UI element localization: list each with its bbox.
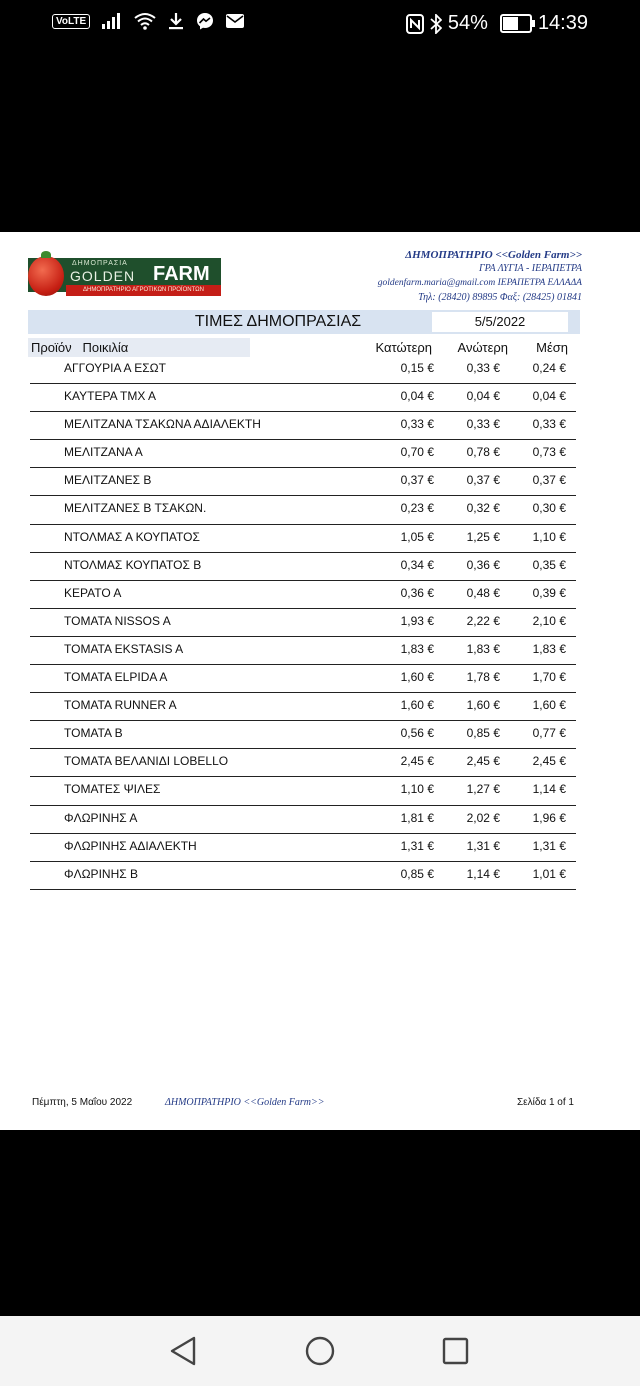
- price-low: 1,83 €: [400, 641, 434, 656]
- price-avg: 1,70 €: [532, 670, 566, 685]
- column-high: Ανώτερη: [457, 340, 508, 355]
- company-email: goldenfarm.maria@gmail.com ΙΕΡΑΠΕΤΡΑ ΕΛΛΑΔΑ: [377, 278, 582, 288]
- price-high: 0,33 €: [466, 361, 500, 375]
- product-name: ΚΑΥΤΕΡΑ ΤΜΧ Α: [64, 389, 157, 404]
- price-high: 0,78 €: [466, 445, 500, 460]
- product-name: ΦΛΩΡΙΝΗΣ Α: [64, 810, 138, 825]
- tomato-icon: [28, 256, 64, 296]
- price-high: 0,36 €: [466, 557, 500, 572]
- price-low: 0,85 €: [400, 866, 434, 881]
- column-product: Προϊόν: [31, 340, 72, 355]
- table-row: [30, 412, 576, 440]
- company-name: ΔΗΜΟΠΡΑΤΗΡΙΟ <<Golden Farm>>: [405, 249, 582, 261]
- price-high: 1,60 €: [466, 698, 500, 713]
- table-row: [30, 581, 576, 609]
- price-low: 0,36 €: [400, 585, 434, 600]
- price-low: 0,37 €: [400, 473, 434, 488]
- nfc-icon: [406, 14, 424, 34]
- table-row: [30, 749, 576, 777]
- price-avg: 0,33 €: [532, 417, 566, 432]
- price-low: 0,23 €: [400, 501, 434, 516]
- product-name: ΤΟΜΑΤΑ EKSTASIS A: [64, 641, 184, 656]
- table-row: [30, 440, 576, 468]
- page-title: ΤΙΜΕΣ ΔΗΜΟΠΡΑΣΙΑΣ: [194, 313, 362, 330]
- table-row: [30, 496, 576, 524]
- price-avg: 2,10 €: [532, 613, 566, 628]
- price-table: [30, 356, 576, 890]
- footer-page-number: Σελίδα 1 of 1: [516, 1097, 574, 1108]
- table-row: [30, 806, 576, 834]
- golden-farm-logo: ΔΗΜΟΠΡΑΣΙΑ GOLDEN FARM ΔΗΜΟΠΡΑΤΗΡΙΟ ΑΓΡΟΤΙΚΩΝ ΠΡΟΪΟΝΤΩΝ: [28, 258, 221, 298]
- column-variety: Ποικιλία: [82, 340, 129, 355]
- wifi-icon: [134, 12, 156, 30]
- price-low: 1,60 €: [400, 670, 434, 685]
- table-row: [30, 609, 576, 637]
- price-low: 0,34 €: [400, 557, 434, 572]
- price-low: 1,93 €: [400, 613, 434, 628]
- table-row: [30, 525, 576, 553]
- price-high: 1,31 €: [466, 838, 500, 853]
- table-row: [30, 862, 576, 890]
- document-page: [0, 232, 640, 1130]
- price-high: 0,04 €: [466, 389, 500, 404]
- price-high: 1,14 €: [466, 866, 500, 881]
- table-row: [30, 834, 576, 862]
- column-low: Κατώτερη: [375, 340, 432, 355]
- price-high: 0,48 €: [466, 585, 500, 600]
- price-low: 1,10 €: [400, 782, 434, 797]
- price-high: 2,02 €: [466, 810, 500, 825]
- price-high: 0,32 €: [466, 501, 500, 516]
- product-name: ΜΕΛΙΤΖΑΝΑ Α: [64, 445, 143, 460]
- price-high: 1,27 €: [466, 782, 500, 797]
- status-right-icons: [406, 12, 588, 35]
- product-name: ΜΕΛΙΤΖΑΝΑ ΤΣΑΚΩΝΑ ΑΔΙΑΛΕΚΤΗ: [64, 417, 261, 432]
- footer-company: ΔΗΜΟΠΡΑΤΗΡΙΟ <<Golden Farm>>: [165, 1097, 325, 1108]
- battery-icon: [500, 14, 532, 33]
- table-row: [30, 665, 576, 693]
- product-name: ΚΕΡΑΤΟ Α: [64, 585, 122, 600]
- price-avg: 0,37 €: [532, 473, 566, 488]
- price-avg: 0,35 €: [532, 557, 566, 572]
- price-avg: 1,96 €: [532, 810, 566, 825]
- price-low: 0,70 €: [400, 445, 434, 460]
- price-avg: 0,04 €: [532, 389, 566, 404]
- company-address: ΓΡΑ ΛΥΓΙΑ - ΙΕΡΑΠΕΤΡΑ: [478, 263, 582, 274]
- price-high: 1,78 €: [466, 670, 500, 685]
- product-name: ΑΓΓΟΥΡΙΑ Α ΕΣΩΤ: [64, 361, 166, 375]
- price-avg: 1,31 €: [532, 838, 566, 853]
- price-high: 1,83 €: [466, 641, 500, 656]
- price-high: 2,45 €: [466, 754, 500, 769]
- recent-apps-icon[interactable]: [435, 1334, 475, 1368]
- price-avg: 1,10 €: [532, 529, 566, 544]
- price-low: 1,05 €: [400, 529, 434, 544]
- price-low: 0,56 €: [400, 726, 434, 741]
- auction-date: 5/5/2022: [432, 312, 568, 332]
- price-high: 1,25 €: [466, 529, 500, 544]
- table-row: [30, 384, 576, 412]
- product-name: ΝΤΟΛΜΑΣ ΚΟΥΠΑΤΟΣ Β: [64, 557, 202, 572]
- price-low: 1,60 €: [400, 698, 434, 713]
- status-left-icons: [52, 12, 244, 30]
- navigation-bar: [0, 1316, 640, 1386]
- download-icon: [168, 12, 184, 30]
- product-name: ΤΟΜΑΤΑ ΒΕΛΑΝΙΔΙ LOBELLO: [64, 754, 229, 769]
- price-avg: 0,24 €: [532, 361, 566, 375]
- price-high: 2,22 €: [466, 613, 500, 628]
- product-name: ΜΕΛΙΤΖΑΝΕΣ Β: [64, 473, 152, 488]
- company-phone: Τηλ: (28420) 89895 Φαξ: (28425) 01841: [418, 292, 582, 303]
- product-name: ΤΟΜΑΤΑ ELPIDA A: [64, 670, 168, 685]
- price-avg: 0,30 €: [532, 501, 566, 516]
- price-low: 1,31 €: [400, 838, 434, 853]
- price-avg: 1,01 €: [532, 866, 566, 881]
- price-avg: 1,83 €: [532, 641, 566, 656]
- signal-icon: [102, 13, 122, 29]
- price-high: 0,33 €: [466, 417, 500, 432]
- product-name: ΤΟΜΑΤΑ Β: [64, 726, 123, 741]
- table-row: [30, 777, 576, 805]
- price-avg: 2,45 €: [532, 754, 566, 769]
- product-name: ΤΟΜΑΤΕΣ ΨΙΛΕΣ: [64, 782, 161, 797]
- product-name: ΝΤΟΛΜΑΣ Α ΚΟΥΠΑΤΟΣ: [64, 529, 200, 544]
- product-name: ΤΟΜΑΤΑ NISSOS A: [64, 613, 171, 628]
- price-high: 0,37 €: [466, 473, 500, 488]
- price-high: 0,85 €: [466, 726, 500, 741]
- product-name: ΦΛΩΡΙΝΗΣ Β: [64, 866, 138, 881]
- messenger-icon: [196, 12, 214, 30]
- clock: 14:39: [537, 12, 588, 34]
- volte-badge: VoLTE: [52, 14, 90, 29]
- price-low: 0,33 €: [400, 417, 434, 432]
- status-bar: [0, 0, 640, 48]
- price-avg: 1,60 €: [532, 698, 566, 713]
- price-low: 0,15 €: [400, 361, 434, 375]
- price-low: 1,81 €: [400, 810, 434, 825]
- back-icon[interactable]: [164, 1334, 204, 1368]
- table-row: [30, 356, 576, 384]
- mail-icon: [226, 14, 244, 28]
- bluetooth-icon: [430, 14, 442, 34]
- price-low: 2,45 €: [400, 754, 434, 769]
- table-header: [28, 338, 580, 357]
- contact-info: [378, 248, 582, 305]
- footer-date: Πέμπτη, 5 Μαΐου 2022: [32, 1097, 133, 1108]
- price-avg: 0,73 €: [532, 445, 566, 460]
- price-avg: 1,14 €: [532, 782, 566, 797]
- column-avg: Μέση: [536, 340, 568, 355]
- home-icon[interactable]: [300, 1334, 340, 1368]
- battery-percent: 54%: [447, 12, 488, 34]
- table-row: [30, 721, 576, 749]
- table-row: [30, 693, 576, 721]
- product-name: ΦΛΩΡΙΝΗΣ ΑΔΙΑΛΕΚΤΗ: [64, 838, 197, 853]
- price-low: 0,04 €: [400, 389, 434, 404]
- table-row: [30, 637, 576, 665]
- product-name: ΤΟΜΑΤΑ RUNNER A: [64, 698, 177, 713]
- title-bar: [28, 310, 580, 334]
- price-avg: 0,39 €: [532, 585, 566, 600]
- product-name: ΜΕΛΙΤΖΑΝΕΣ Β ΤΣΑΚΩΝ.: [64, 501, 207, 516]
- table-row: [30, 553, 576, 581]
- table-row: [30, 468, 576, 496]
- price-avg: 0,77 €: [532, 726, 566, 741]
